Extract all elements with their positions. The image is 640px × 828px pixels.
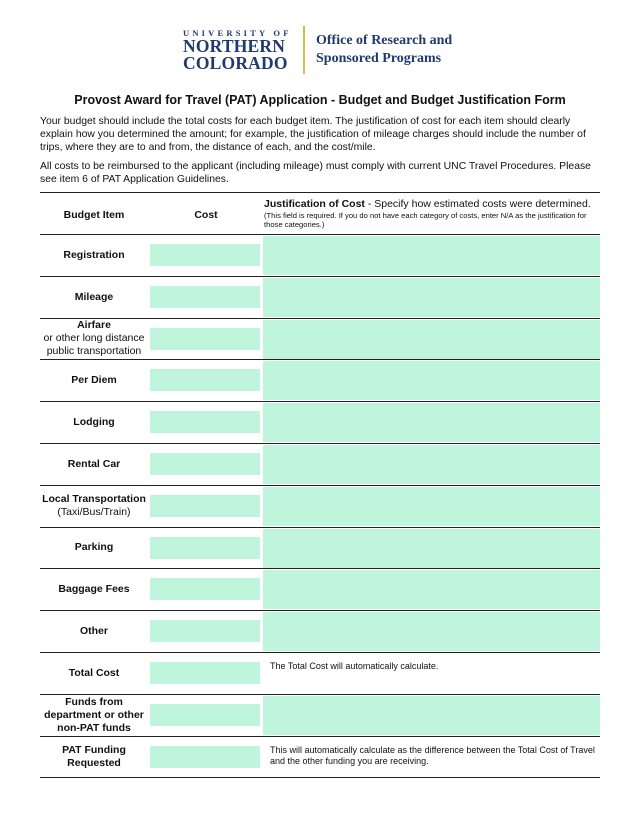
budget-item-subtext: (Taxi/Bus/Train) bbox=[57, 506, 131, 519]
cost-field[interactable] bbox=[150, 620, 260, 642]
cost-field[interactable] bbox=[150, 537, 260, 559]
logo-divider bbox=[303, 26, 305, 74]
budget-item-name: Registration bbox=[63, 248, 125, 261]
table-row bbox=[40, 235, 600, 277]
budget-table bbox=[40, 192, 600, 778]
justification-field[interactable] bbox=[263, 612, 600, 651]
cost-field[interactable] bbox=[150, 369, 260, 391]
budget-item-name: PAT Funding Requested bbox=[62, 743, 126, 769]
header-justification-bold: Justification of Cost bbox=[264, 198, 365, 210]
form-title: Provost Award for Travel (PAT) Application - Budget and Budget Justification Form bbox=[74, 93, 566, 107]
justification-field[interactable] bbox=[263, 570, 600, 609]
cost-field[interactable] bbox=[150, 662, 260, 684]
table-row bbox=[40, 444, 600, 486]
justification-field[interactable] bbox=[263, 361, 600, 400]
table-row bbox=[40, 402, 600, 444]
table-body bbox=[40, 235, 600, 778]
calculation-note: This will automatically calculate as the difference between the Total Cost of Travel and the other funding you are receiving. bbox=[270, 744, 595, 766]
budget-item-name: Per Diem bbox=[71, 374, 117, 387]
table-row bbox=[40, 611, 600, 653]
budget-item-name: Parking bbox=[74, 541, 114, 554]
budget-item-name: Local Transportation bbox=[42, 493, 146, 506]
budget-item-label bbox=[40, 319, 148, 360]
header-justification bbox=[264, 198, 600, 229]
budget-item-name: Rental Car bbox=[67, 457, 121, 470]
header-justification-text: - Specify how estimated costs were determined. bbox=[364, 198, 591, 210]
budget-item-label bbox=[40, 444, 148, 485]
table-header bbox=[40, 193, 600, 235]
budget-item-name: Airfare bbox=[77, 319, 111, 332]
budget-item-name: Funds from department or other non-PAT funds bbox=[44, 695, 144, 734]
header-justification-note: (This field is required. If you do not have each category of costs, enter N/A as the justification for those categories.) bbox=[264, 211, 587, 229]
budget-item-label bbox=[40, 653, 148, 694]
cost-field[interactable] bbox=[150, 411, 260, 433]
table-row bbox=[40, 737, 600, 779]
cost-field[interactable] bbox=[150, 244, 260, 266]
justification-field[interactable] bbox=[263, 403, 600, 442]
justification-field[interactable] bbox=[263, 696, 600, 735]
table-row bbox=[40, 486, 600, 528]
budget-item-name: Total Cost bbox=[68, 666, 120, 679]
cost-field[interactable] bbox=[150, 578, 260, 600]
budget-item-label bbox=[40, 277, 148, 318]
office-name bbox=[316, 32, 452, 68]
header-cost: Cost bbox=[194, 209, 218, 221]
unc-logo bbox=[183, 28, 293, 72]
budget-item-label bbox=[40, 235, 148, 276]
table-row bbox=[40, 319, 600, 361]
logo-colorado: COLORADO bbox=[183, 53, 288, 73]
budget-item-name: Other bbox=[79, 625, 108, 638]
budget-item-label bbox=[40, 737, 148, 778]
budget-item-label bbox=[40, 360, 148, 401]
justification-field[interactable] bbox=[263, 236, 600, 275]
budget-item-label bbox=[40, 569, 148, 610]
table-row bbox=[40, 653, 600, 695]
budget-item-name: Baggage Fees bbox=[58, 583, 130, 596]
budget-item-label bbox=[40, 611, 148, 652]
cost-field[interactable] bbox=[150, 746, 260, 768]
instructions-paragraph-1: Your budget should include the total costs for each budget item. The justification of cost for each item should clearly explain how you determined the amount; for example, the justification of mileage charges should include the number of trips, where they are to and from, the distance of each, and the cost/mile. bbox=[40, 116, 586, 153]
table-row bbox=[40, 528, 600, 570]
calculation-note: The Total Cost will automatically calculate. bbox=[270, 660, 439, 671]
budget-item-label bbox=[40, 528, 148, 569]
justification-field[interactable] bbox=[263, 529, 600, 568]
justification-field[interactable] bbox=[263, 487, 600, 526]
justification-field[interactable] bbox=[263, 320, 600, 359]
table-row bbox=[40, 695, 600, 737]
table-row bbox=[40, 569, 600, 611]
logo-northern: NORTHERN bbox=[183, 36, 286, 56]
office-line-2: Sponsored Programs bbox=[316, 51, 442, 66]
logo-university-of: UNIVERSITY OF bbox=[183, 28, 292, 38]
table-row bbox=[40, 360, 600, 402]
budget-item-name: Mileage bbox=[74, 290, 114, 303]
budget-item-label bbox=[40, 402, 148, 443]
cost-field[interactable] bbox=[150, 453, 260, 475]
page-header bbox=[0, 24, 640, 76]
office-line-1: Office of Research and bbox=[316, 33, 453, 48]
instructions-paragraph-2: All costs to be reimbursed to the applicant (including mileage) must comply with current UNC Travel Procedures. Please see item 6 of PAT Application Guidelines. bbox=[40, 161, 591, 185]
justification-field[interactable] bbox=[263, 278, 600, 317]
budget-item-subtext: or other long distance public transportation bbox=[43, 332, 145, 358]
cost-field[interactable] bbox=[150, 495, 260, 517]
header-budget-item: Budget Item bbox=[63, 209, 125, 221]
budget-item-name: Lodging bbox=[73, 416, 115, 429]
justification-field[interactable] bbox=[263, 445, 600, 484]
budget-item-label bbox=[40, 486, 148, 527]
cost-field[interactable] bbox=[150, 286, 260, 308]
budget-item-label bbox=[40, 695, 148, 736]
cost-field[interactable] bbox=[150, 704, 260, 726]
table-row bbox=[40, 277, 600, 319]
cost-field[interactable] bbox=[150, 328, 260, 350]
